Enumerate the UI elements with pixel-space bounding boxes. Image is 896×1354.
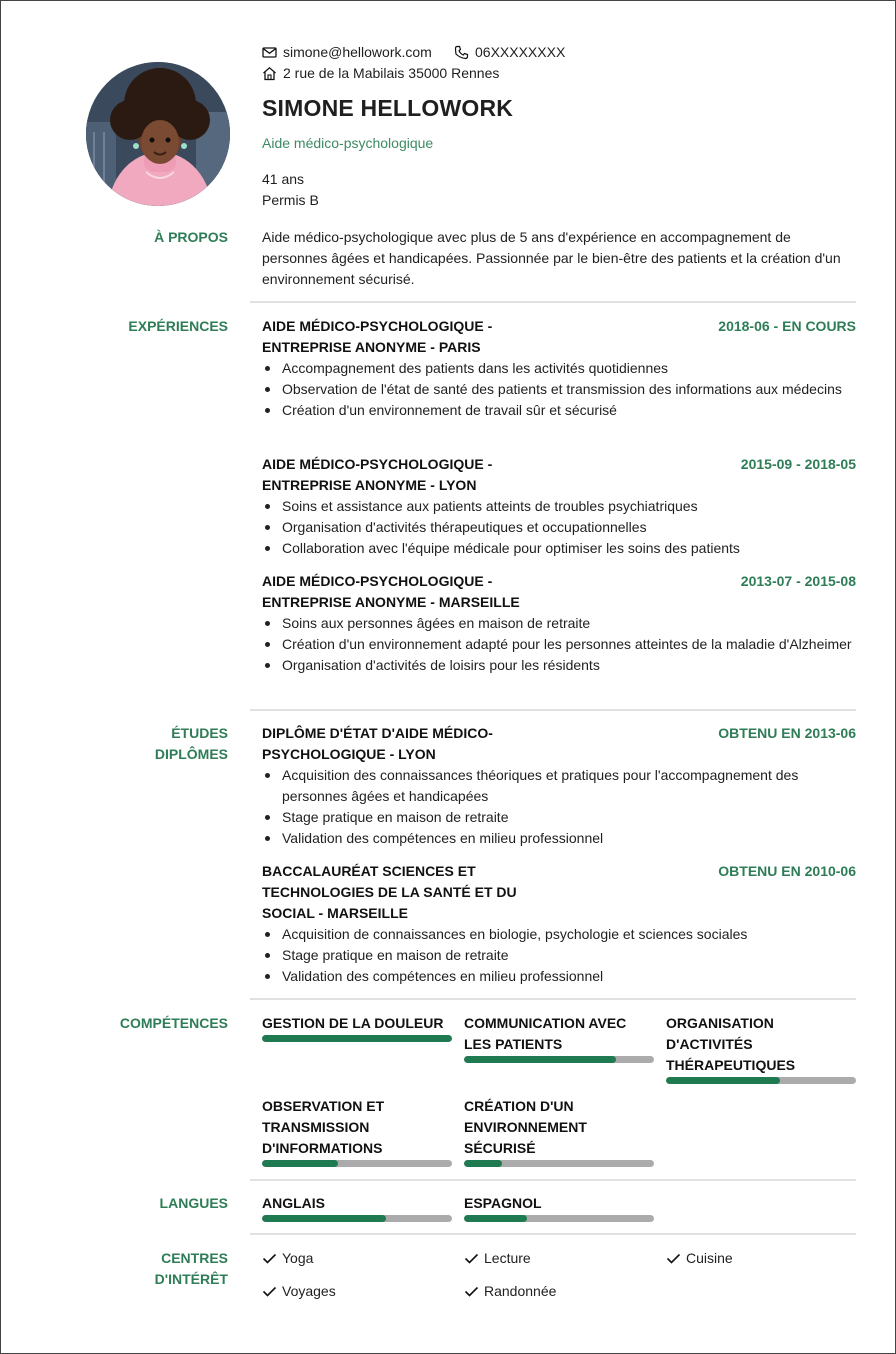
skill-item [464, 1096, 654, 1167]
bullet-list [262, 496, 856, 559]
list-item: Soins et assistance aux patients atteints de troubles psychiatriques [262, 496, 856, 517]
language-label: ESPAGNOL [464, 1195, 542, 1211]
bullet-list [262, 358, 856, 421]
interest-item: Randonnée [464, 1281, 556, 1302]
divider [250, 709, 856, 711]
language-item [262, 1193, 452, 1222]
skill-item [464, 1013, 654, 1063]
language-label: ANGLAIS [262, 1195, 325, 1211]
list-item: Collaboration avec l'équipe médicale pour optimiser les soins des patients [262, 538, 856, 559]
list-item: Accompagnement des patients dans les activités quotidiennes [262, 358, 856, 379]
about-text: Aide médico-psychologique avec plus de 5 ans d'expérience en accompagnement de personnes âgées et handicapées. Passionnée par le bien-être des patients et la création d'un environnement sécurisé. [262, 229, 841, 287]
list-item: Soins aux personnes âgées en maison de retraite [262, 613, 856, 634]
divider [250, 301, 856, 303]
language-level-bar [464, 1215, 654, 1222]
address-row [262, 63, 499, 84]
bullet-list [262, 765, 856, 849]
bullet-list [262, 924, 856, 987]
skill-label: ORGANISATION D'ACTIVITÉS THÉRAPEUTIQUES [666, 1015, 796, 1073]
entry-date: 2015-09 - 2018-05 [740, 456, 856, 472]
email-text[interactable]: simone@hellowork.com [283, 44, 432, 60]
list-item: Stage pratique en maison de retraite [262, 945, 856, 966]
skill-item [666, 1013, 856, 1084]
phone-text[interactable]: 06XXXXXXXX [475, 44, 566, 60]
section-title-skills: COMPÉTENCES [119, 1015, 228, 1031]
skill-level-bar [464, 1160, 654, 1167]
experience-entry [262, 571, 856, 676]
bullet-list [262, 613, 856, 676]
divider [250, 1179, 856, 1181]
interest-item: Lecture [464, 1248, 531, 1269]
check-icon [464, 1284, 479, 1299]
list-item: Création d'un environnement de travail sûr et sécurisé [262, 400, 856, 421]
entry-title: AIDE MÉDICO-PSYCHOLOGIQUE - ENTREPRISE ANONYME - LYON [262, 456, 493, 493]
check-icon [262, 1284, 277, 1299]
skill-label: OBSERVATION ET TRANSMISSION D'INFORMATIONS [262, 1098, 385, 1156]
check-icon [666, 1251, 681, 1266]
address-text: 2 rue de la Mabilais 35000 Rennes [283, 65, 500, 81]
interest-item: Yoga [262, 1248, 313, 1269]
entry-date: 2013-07 - 2015-08 [740, 573, 856, 589]
list-item: Acquisition des connaissances théoriques et pratiques pour l'accompagnement des personnes âgées et handicapées [262, 765, 856, 807]
interest-item: Voyages [262, 1281, 336, 1302]
list-item: Acquisition de connaissances en biologie, psychologie et sciences sociales [262, 924, 856, 945]
entry-title: AIDE MÉDICO-PSYCHOLOGIQUE - ENTREPRISE ANONYME - PARIS [262, 318, 493, 355]
experience-entry [262, 316, 856, 421]
job-title: Aide médico-psychologique [262, 135, 434, 151]
skill-label: GESTION DE LA DOULEUR [262, 1015, 444, 1031]
list-item: Organisation d'activités thérapeutiques et occupationnelles [262, 517, 856, 538]
skill-item [262, 1096, 452, 1167]
check-icon [464, 1251, 479, 1266]
experience-entry [262, 454, 856, 559]
list-item: Organisation d'activités de loisirs pour les résidents [262, 655, 856, 676]
section-title-interests: CENTRES D'INTÉRÊT [154, 1250, 228, 1287]
phone-icon [454, 45, 469, 60]
skill-level-bar [262, 1160, 452, 1167]
entry-title: DIPLÔME D'ÉTAT D'AIDE MÉDICO- PSYCHOLOGIQUE - LYON [262, 725, 493, 762]
section-title-languages: LANGUES [159, 1195, 228, 1211]
section-title-experiences: EXPÉRIENCES [128, 318, 228, 334]
candidate-name: SIMONE HELLOWORK [262, 95, 514, 121]
language-level-bar [262, 1215, 452, 1222]
list-item: Observation de l'état de santé des patients et transmission des informations aux médecins [262, 379, 856, 400]
education-entry [262, 861, 856, 987]
skill-label: COMMUNICATION AVEC LES PATIENTS [464, 1015, 627, 1052]
entry-title: AIDE MÉDICO-PSYCHOLOGIQUE - ENTREPRISE ANONYME - MARSEILLE [262, 573, 520, 610]
section-title-education: ÉTUDES DIPLÔMES [154, 725, 228, 762]
skill-level-bar [464, 1056, 654, 1063]
education-entry [262, 723, 856, 849]
age: 41 ans [262, 171, 305, 187]
section-title-about: À PROPOS [154, 229, 228, 245]
driving-license: Permis B [262, 192, 319, 208]
avatar [86, 62, 230, 206]
skill-level-bar [262, 1035, 452, 1042]
language-item [464, 1193, 654, 1222]
interest-item: Cuisine [666, 1248, 733, 1269]
entry-date: OBTENU EN 2013-06 [718, 725, 856, 741]
divider [250, 1233, 856, 1235]
list-item: Validation des compétences en milieu professionnel [262, 828, 856, 849]
entry-date: OBTENU EN 2010-06 [718, 863, 856, 879]
entry-date: 2018-06 - EN COURS [718, 318, 856, 334]
list-item: Validation des compétences en milieu professionnel [262, 966, 856, 987]
list-item: Création d'un environnement adapté pour les personnes atteintes de la maladie d'Alzheimer [262, 634, 856, 655]
check-icon [262, 1251, 277, 1266]
entry-title: BACCALAURÉAT SCIENCES ET TECHNOLOGIES DE LA SANTÉ ET DU SOCIAL - MARSEILLE [262, 863, 517, 921]
profile-photo [86, 62, 230, 206]
home-icon [262, 66, 277, 81]
skill-level-bar [666, 1077, 856, 1084]
divider [250, 998, 856, 1000]
skill-label: CRÉATION D'UN ENVIRONNEMENT SÉCURISÉ [464, 1098, 587, 1156]
envelope-icon [262, 45, 277, 60]
phone-row [454, 42, 565, 63]
list-item: Stage pratique en maison de retraite [262, 807, 856, 828]
email-row [262, 42, 432, 63]
skill-item [262, 1013, 452, 1042]
